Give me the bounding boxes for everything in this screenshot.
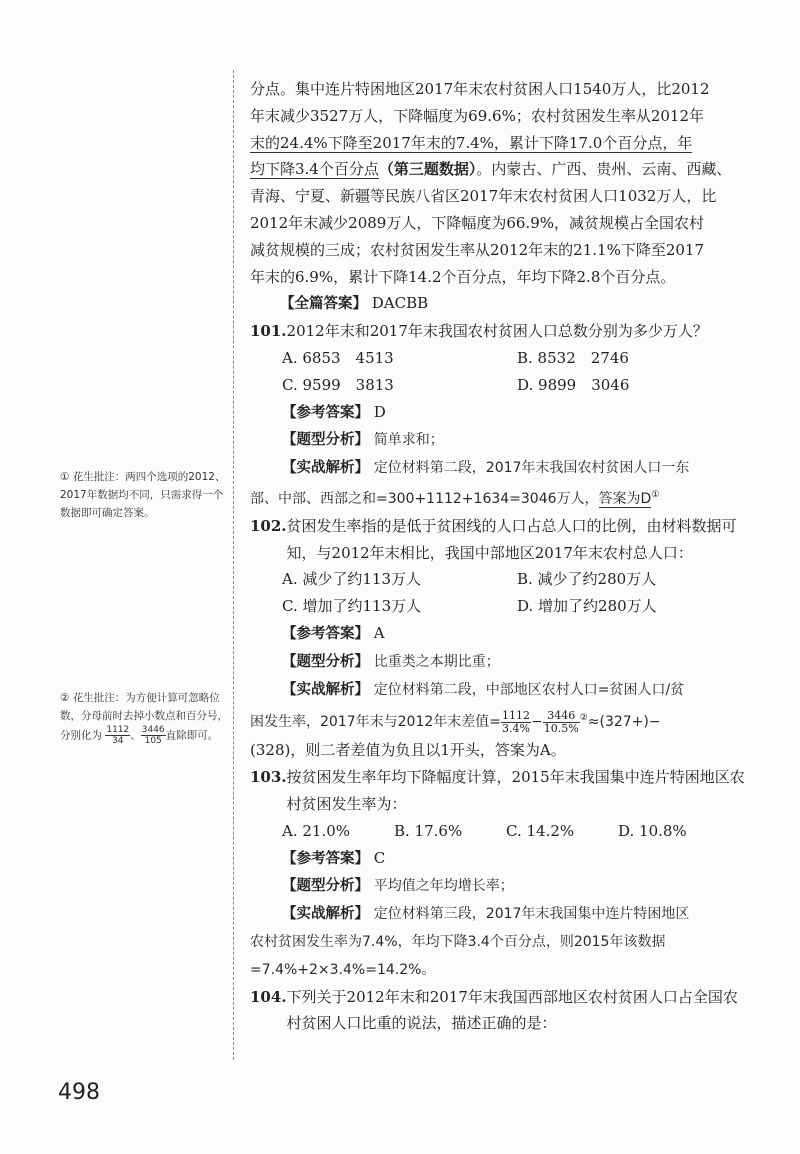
margin-note-2-end: 直除即可。 [165,729,219,742]
q103-options [250,818,750,845]
main-content [250,76,750,1037]
q103-reference: 【参考答案】 C [282,848,386,867]
q102-option-c: C. 增加了约113万人 [282,597,422,616]
question-102: 102. 贫困发生率指的是低于贫困线的人口占总人口的比例，由材料数据可知，与2012年末相比，我国中部地区2017年末农村总人口： [250,516,737,562]
q102-option-a: A. 减少了约113万人 [282,570,421,589]
q101-option-b: B. 8532 2746 [517,348,629,367]
q102-option-b: B. 减少了约280万人 [517,570,657,589]
q101-solution: 【实战解析】 定位材料第二段，2017年末我国农村贫困人口一东 [282,460,690,477]
q101-option-a: A. 6853 4513 [282,348,394,367]
note-fraction-1: $\frac{1112}{34}$ [106,725,130,746]
margin-note-2: ② 花生批注：为方便计算可忽略位数，分母前时去掉小数点和百分号，分别化为 $\frac{1112}{34}$ 、 $\frac{3446}{105}$ 直除即可。 [60,692,228,746]
q101-options [250,345,750,399]
margin-divider [233,70,234,1060]
q103-solution-cont: 农村贫困发生率为7.4%，年均下降3.4个百分点，则2015年该数据 [250,933,666,950]
q102-options [250,566,750,620]
q103-option-b: B. 17.6% [394,821,463,840]
q102-reference: 【参考答案】 A [282,623,385,642]
q101-option-d: D. 9899 3046 [517,375,630,394]
intro-line-5: 青海、宁夏、新疆等民族八省区2017年末农村贫困人口1032万人，比 [250,187,717,206]
margin-note-1: ① 花生批注：两四个选项的2012、2017年数据均不同，只需求得一个数据即可确定答案。 [60,471,226,519]
q101-solution-cont: 部、中部、西部之和=300+1112+1634=3046万人，答案为D① [250,489,660,507]
q103-type: 【题型分析】 平均值之年均增长率； [282,878,514,895]
intro-line-3: 末的24.4%下降至2017年末的7.4%，累计下降17.0个百分点，年 [250,133,693,152]
margin-note-2-text: ② 花生批注：为方便计算可忽略位数，分母前时去掉小数点和百分号，分别化为 [60,692,228,742]
intro-line-6: 2012年末减少2089万人，下降幅度为66.9%，减贫规模占全国农村 [250,213,705,232]
q102-fraction-1: $\frac{1112}{3.4\%}$ [502,708,530,735]
q102-solution: 【实战解析】 定位材料第二段，中部地区农村人口=贫困人口/贫 [282,681,685,698]
question-101: 101. 2012年末和2017年末我国农村贫困人口总数分别为多少万人？ [250,322,708,341]
q102-solution-cont: 困发生率，2017年末与2012年末差值= $\frac{1112}{3.4\%}$ − $\frac{3446}{10.5\%}$ ②≈(327+)− [250,708,661,735]
q101-reference: 【参考答案】 D [282,402,386,421]
intro-line-7: 减贫规模的三成；农村贫困发生率从2012年末的21.1%下降至2017 [250,240,705,259]
q102-solution-end: (328)，则二者差值为负且以1开头，答案为A。 [250,741,566,760]
full-answer: 【全篇答案】 DACBB [280,294,429,313]
question-104: 104. 下列关于2012年末和2017年末我国西部地区农村贫困人口占全国农村贫困人口比重的说法，描述正确的是： [250,987,738,1033]
intro-line-8: 年末的6.9%，累计下降14.2个百分点，年均下降2.8个百分点。 [250,267,676,286]
q102-type: 【题型分析】 比重类之本期比重； [282,653,500,670]
note-fraction-2: $\frac{3446}{105}$ [141,725,165,746]
q102-option-d: D. 增加了约280万人 [517,597,657,616]
q103-option-d: D. 10.8% [618,821,687,840]
q103-option-c: C. 14.2% [506,821,575,840]
intro-line-2: 年末减少3527万人，下降幅度为69.6%；农村贫困发生率从2012年 [250,106,705,125]
page-number: 498 [58,1080,100,1105]
q103-solution: 【实战解析】 定位材料第三段，2017年末我国集中连片特困地区 [282,906,690,923]
q102-fraction-2: $\frac{3446}{10.5\%}$ [543,708,579,735]
q101-option-c: C. 9599 3813 [282,375,394,394]
q103-solution-end: =7.4%+2×3.4%=14.2%。 [250,961,436,978]
question-103: 103. 按贫困发生率年均下降幅度计算，2015年末我国集中连片特困地区农村贫困发生率为： [250,768,745,813]
intro-line-4: 均下降3.4个百分点（第三题数据）。内蒙古、广西、贵州、云南、西藏、 [250,160,732,179]
q103-option-a: A. 21.0% [282,821,351,840]
q101-type: 【题型分析】 简单求和； [282,432,444,449]
intro-line-1: 分点。集中连片特困地区2017年末农村贫困人口1540万人，比2012 [250,80,710,98]
